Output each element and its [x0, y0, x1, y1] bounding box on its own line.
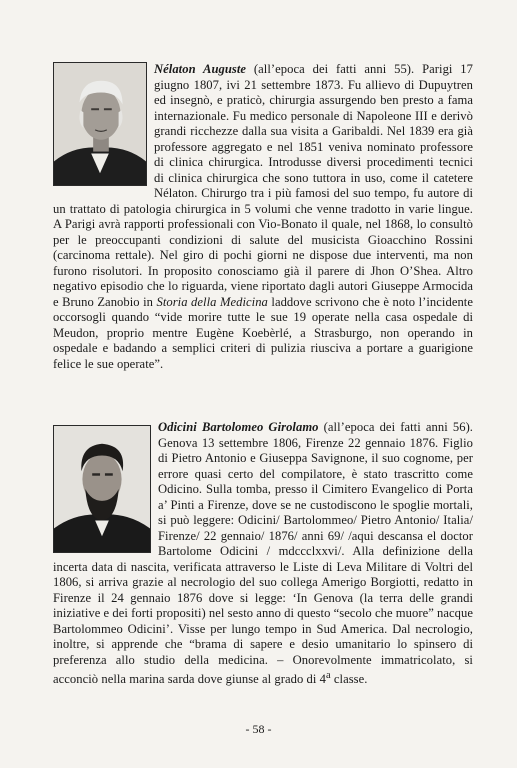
portrait-odicini: [53, 425, 151, 553]
entry-nelaton: [53, 62, 473, 372]
entry-name: Nélaton Auguste: [154, 62, 247, 76]
entry-odicini: [53, 420, 473, 688]
entry-body-continued: laddove scrivono che è noto l’incidente occorsogli quando “vide morire tutte le sue 19 operate nella casa ospedale di Meudon, proprio mentre Eugène Koebèrlé, a Strasburgo, non operando in ospedale e badando a semplici criteri di pulizia riusciva a portare a guarigione felice le sue operate”.: [53, 294, 473, 371]
entry-body: (all’epoca dei fatti anni 56). Genova 13 settembre 1806, Firenze 22 gennaio 1876. Figlio di Pietro Antonio e Giuseppa Savignone, il suo cognome, per errore quasi certo del compilatore, è stato trascritto come Odicino. Sulla tomba, presso il Cimitero Evangelico di Porta a’ Pinti a Firenze, dove se ne custodiscono le spoglie mortali, si può leggere: Odicini/ Bartolommeo/ Pietro Antonio/ Italia/ Firenze/ 22 gennaio/ 1876/ anni 69/ /aqui descansa el doctor Bartolome Odicini / mdccclxxvi/. Alla definizione della incerta data di nascita, verificata attraverso le Liste di Leva Militare di Voltri del 1806, si arriva grazie al necrologio del suo collega Amerigo Borgiotti, redatto in Firenze il 24 gennaio 1876 dove si legge: ‘In Genova (la terra delle grandi iniziative e dei forti propositi) nel sesto anno di questo “secolo che muore” nacque Bartolommeo Odicini’. Visse per lungo tempo in Sud America. Dal necrologio, inoltre, si apprende che “brama di sapere e desio umanitario lo spinsero di preferenza allo studio della medicina. – Onorevolmente immatricolato, si acconciò nella marina sarda dove giunse al grado di 4: [53, 420, 474, 687]
portrait-nelaton: [53, 62, 147, 186]
entry-body-continued: classe.: [330, 672, 368, 687]
page-number: - 58 -: [245, 722, 272, 736]
entry-name: Odicini Bartolomeo Girolamo: [158, 420, 319, 434]
superscript: a: [325, 670, 331, 681]
book-title: Storia della Medicina: [156, 294, 268, 309]
entry-body: (all’epoca dei fatti anni 55). Parigi 17 giugno 1807, ivi 21 settembre 1873. Fu allievo di Dupuytren ed insegnò, e praticò, chirurgia assurgendo ben presto a fama internazionale. Fu medico personale di Napoleone III e derivò grandi ricchezze dalla sua visita a Garibaldi. Nel 1839 era già professore aggregato e nel 1851 veniva nominato professore di clinica chirurgica. Introdusse diversi procedimenti tecnici di clinica chirurgica che sono tuttora in uso, come il catetere Nélaton. Chirurgo tra i più famosi del suo tempo, fu autore di un trattato di patologia chirurgica in 5 volumi che venne tradotto in varie lingue. A Parigi avrà rapporti professionali con Vio-Bonato il quale, nel 1868, lo consultò per le preoccupanti condizioni di salute del musicista Gioacchino Rossini (carcinoma rettale). Nel giro di pochi giorni ne dispose due interventi, ma non furono risolutori. In proposito conosciamo già il parere di Jhon O’Shea. Altro negativo episodio che lo riguarda, viene riportato dagli autori Giuseppe Armocida e Bruno Zanobio in: [53, 62, 474, 309]
